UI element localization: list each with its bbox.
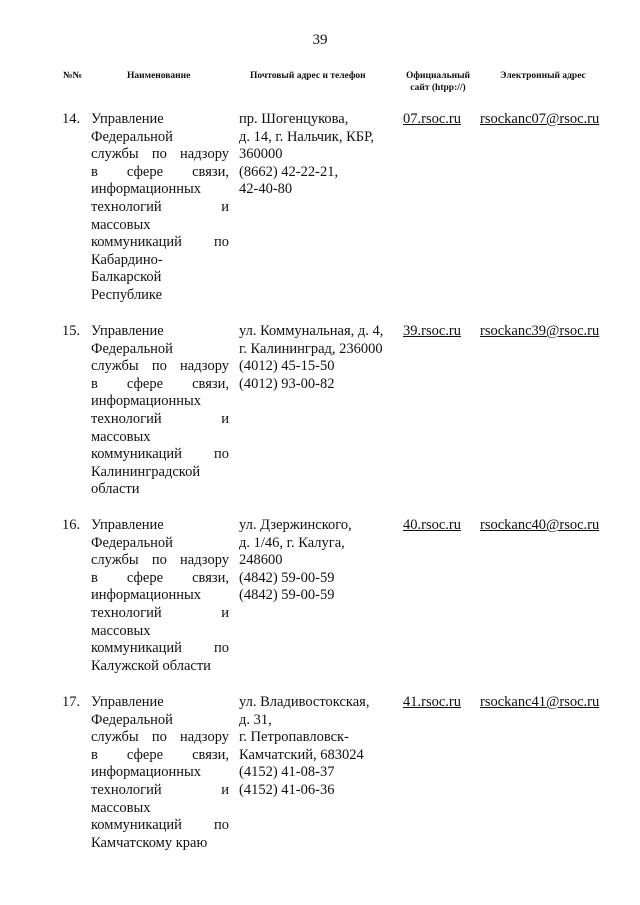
entry-name-line: Камчатскому краю — [91, 834, 208, 851]
entry-address-line: (4012) 45-15-50 — [239, 358, 335, 375]
entry-address-line: г. Калининград, 236000 — [239, 340, 383, 357]
entry-name — [91, 111, 229, 305]
entry-name-line: Федеральной — [91, 534, 173, 551]
entry-site-link[interactable]: 40.rsoc.ru — [403, 517, 461, 533]
entry-site-link[interactable]: 41.rsoc.ru — [403, 694, 461, 710]
entry-address-line: Камчатский, 683024 — [239, 746, 364, 763]
entry-address — [239, 323, 399, 393]
entry-name-line: Управление — [91, 694, 164, 710]
entry-name-line: технологий и — [91, 604, 229, 621]
entry-name-line: в сфере связи, — [91, 163, 229, 180]
entry-number: 15. — [62, 323, 81, 339]
entry-name-line: информационных — [91, 587, 201, 604]
header-site — [398, 70, 478, 94]
entry-address-line: (4842) 59-00-59 — [239, 587, 335, 604]
entry-name-line: Управление — [91, 323, 164, 339]
entry-address-line: д. 1/46, г. Калуга, — [239, 534, 345, 551]
entry-address-line: г. Петропавловск- — [239, 729, 349, 746]
entry-name-line: технологий и — [91, 781, 229, 798]
entry-site-link[interactable]: 07.rsoc.ru — [403, 111, 461, 127]
entry-address-line: (4012) 93-00-82 — [239, 375, 335, 392]
entry-name-line: информационных — [91, 393, 201, 410]
entry-name-line: Балкарской — [91, 269, 162, 286]
page-number: 39 — [312, 32, 328, 48]
entry-address — [239, 694, 399, 800]
entry-address-line: (4152) 41-08-37 — [239, 764, 335, 781]
entry-address-line: ул. Коммунальная, д. 4, — [239, 323, 384, 339]
entry-address-line: 42-40-80 — [239, 181, 293, 198]
entry-name-line: Калужской области — [91, 657, 211, 674]
entry-name-line: Управление — [91, 517, 164, 533]
entry-name-line: Республике — [91, 286, 163, 303]
entry-name-line: в сфере связи, — [91, 746, 229, 763]
entry-address-line: д. 14, г. Нальчик, КБР, — [239, 128, 374, 145]
header-address: Почтовый адрес и телефон — [250, 71, 366, 81]
entry-name-line: службы по надзору — [91, 358, 229, 375]
entry-name-line: Кабардино- — [91, 251, 163, 268]
entry-name-line: службы по надзору — [91, 552, 229, 569]
entry-name-line: коммуникаций по — [91, 640, 229, 657]
entry-address-line: ул. Владивостокская, — [239, 694, 370, 710]
entry-address-line: (4152) 41-06-36 — [239, 781, 335, 798]
entry-name-line: коммуникаций по — [91, 817, 229, 834]
entry-name — [91, 694, 229, 852]
entry-address — [239, 517, 399, 605]
entry-name-line: в сфере связи, — [91, 569, 229, 586]
entry-name — [91, 517, 229, 675]
entry-name-line: информационных — [91, 181, 201, 198]
entry-name-line: Федеральной — [91, 128, 173, 145]
entry-address-line: (8662) 42-22-21, — [239, 163, 339, 180]
header-name: Наименование — [127, 71, 191, 81]
entry-address-line: (4842) 59-00-59 — [239, 569, 335, 586]
entry-name-line: массовых — [91, 216, 151, 233]
entry-name-line: информационных — [91, 764, 201, 781]
entry-name-line: в сфере связи, — [91, 375, 229, 392]
entry-address-line: 248600 — [239, 552, 283, 569]
entry-name-line: области — [91, 481, 140, 498]
entry-address-line: ул. Дзержинского, — [239, 517, 352, 533]
entry-email-link[interactable]: rsockanc40@rsoc.ru — [480, 517, 600, 533]
entry-email-link[interactable]: rsockanc07@rsoc.ru — [480, 111, 600, 127]
entry-name-line: массовых — [91, 799, 151, 816]
entry-name-line: коммуникаций по — [91, 234, 229, 251]
entry-name-line: Управление — [91, 111, 164, 127]
entry-site-link[interactable]: 39.rsoc.ru — [403, 323, 461, 339]
header-number: №№ — [63, 71, 83, 81]
entry-name-line: массовых — [91, 622, 151, 639]
entry-address — [239, 111, 399, 199]
header-email: Электронный адрес — [500, 71, 586, 81]
header-site-line2: сайт (htpp://) — [410, 83, 466, 93]
entry-name-line: Федеральной — [91, 340, 173, 357]
entry-number: 16. — [62, 517, 81, 533]
entry-name-line: коммуникаций по — [91, 446, 229, 463]
entry-name-line: службы по надзору — [91, 146, 229, 163]
entry-name-line: технологий и — [91, 410, 229, 427]
entry-address-line: пр. Шогенцукова, — [239, 111, 349, 127]
entry-email-link[interactable]: rsockanc41@rsoc.ru — [480, 694, 600, 710]
entry-address-line: д. 31, — [239, 711, 272, 728]
entry-name-line: службы по надзору — [91, 729, 229, 746]
entry-number: 17. — [62, 694, 81, 710]
entry-name-line: массовых — [91, 428, 151, 445]
entry-name-line: Калининградской — [91, 463, 201, 480]
entry-address-line: 360000 — [239, 146, 283, 163]
entry-email-link[interactable]: rsockanc39@rsoc.ru — [480, 323, 600, 339]
entry-name — [91, 323, 229, 499]
entry-number: 14. — [62, 111, 81, 127]
header-site-line1: Официальный — [406, 71, 470, 81]
entry-name-line: Федеральной — [91, 711, 173, 728]
entry-name-line: технологий и — [91, 198, 229, 215]
